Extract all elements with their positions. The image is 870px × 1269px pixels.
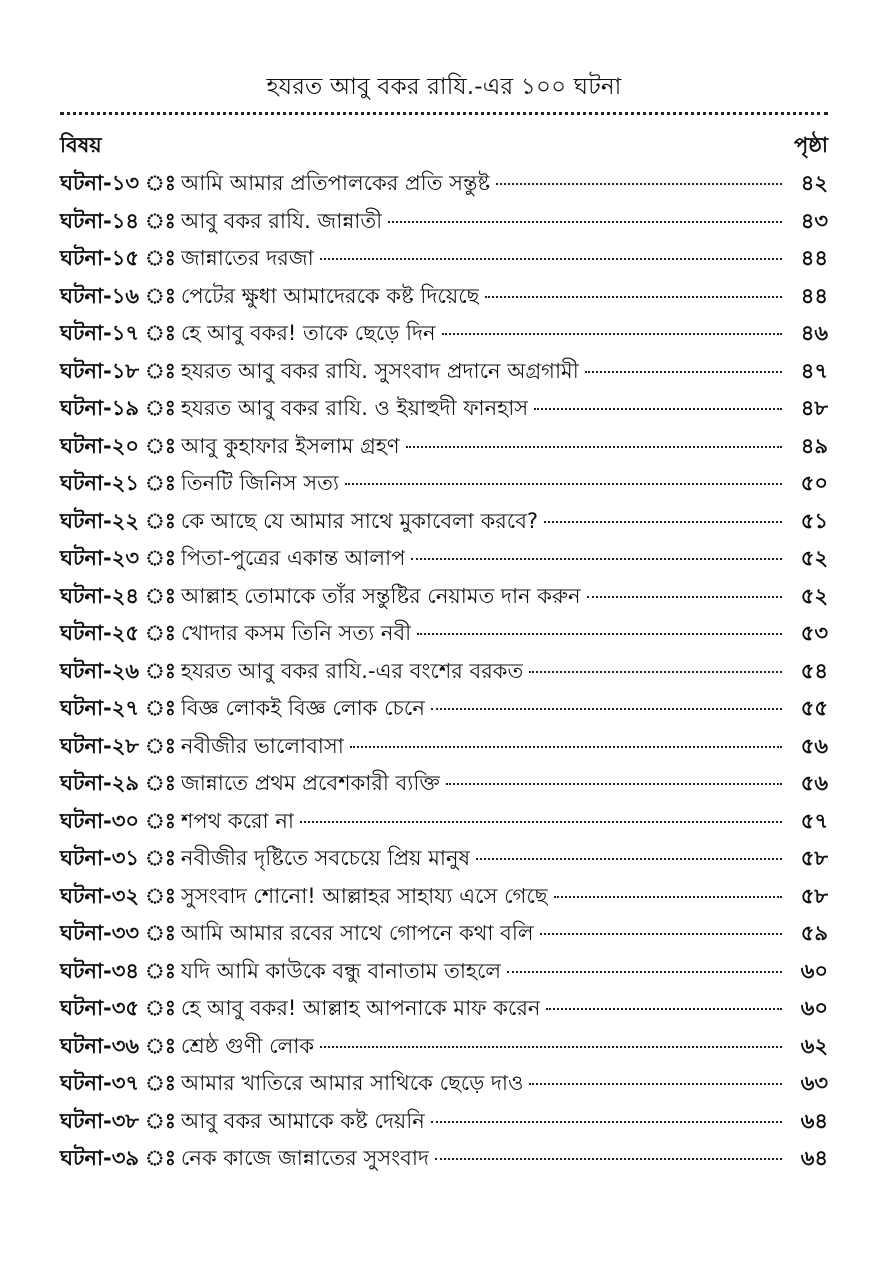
entry-title: নেক কাজে জান্নাতের সুসংবাদ [180, 1146, 429, 1170]
entry-page-number: ৪৭ [800, 358, 828, 383]
toc-list [60, 165, 828, 1178]
toc-entry [60, 1103, 828, 1141]
entry-title: জান্নাতের দরজা [180, 246, 314, 270]
dot-leader [320, 1046, 782, 1048]
entry-page-number: ৫৬ [800, 771, 828, 795]
entry-separator: ঃ [145, 771, 176, 795]
entry-page-number: ৫৩ [800, 621, 828, 645]
dot-leader [442, 333, 782, 335]
entry-title: নবীজীর দৃষ্টিতে সবচেয়ে প্রিয় মানুষ [180, 846, 471, 870]
dot-leader [485, 296, 782, 298]
entry-title: যদি আমি কাউকে বন্ধু বানাতাম তাহলে [180, 958, 502, 983]
entry-title: আবু বকর রাযি. জান্নাতী [180, 208, 383, 233]
dot-leader [476, 858, 782, 860]
entry-page-number: ৫৭ [800, 808, 828, 833]
entry-page-number: ৪৪ [800, 283, 828, 308]
toc-entry [60, 840, 828, 878]
entry-label: ঘটনা-২২ [60, 508, 140, 533]
entry-label: ঘটনা-২৯ [60, 771, 140, 795]
entry-label: ঘটনা-৩৯ [60, 1146, 140, 1170]
entry-label: ঘটনা-২৫ [60, 621, 140, 645]
toc-entry [60, 165, 828, 203]
toc-entry [60, 615, 828, 653]
entry-label: ঘটনা-৩৬ [60, 1033, 140, 1058]
entry-page-number: ৪৪ [800, 246, 828, 270]
entry-label: ঘটনা-১৫ [60, 246, 140, 270]
entry-separator: ঃ [145, 958, 176, 983]
toc-entry [60, 353, 828, 391]
column-header-page: পৃষ্ঠা [793, 133, 828, 157]
entry-label: ঘটনা-১৬ [60, 283, 140, 308]
toc-entry [60, 690, 828, 728]
dot-leader [540, 933, 783, 935]
entry-page-number: ৫৮ [800, 883, 828, 908]
toc-entry [60, 765, 828, 803]
toc-entry [60, 428, 828, 466]
entry-label: ঘটনা-১৭ [60, 321, 140, 345]
entry-separator: ঃ [145, 1108, 176, 1133]
entry-label: ঘটনা-২৩ [60, 546, 140, 570]
toc-entry [60, 990, 828, 1028]
toc-entry [60, 803, 828, 841]
toc-entry [60, 728, 828, 766]
toc-entry [60, 578, 828, 616]
entry-separator: ঃ [145, 246, 176, 270]
entry-label: ঘটনা-১৮ [60, 358, 140, 383]
entry-label: ঘটনা-১৯ [60, 396, 140, 420]
toc-entry [60, 1140, 828, 1178]
dot-leader [411, 558, 782, 560]
toc-entry [60, 1028, 828, 1066]
entry-separator: ঃ [145, 546, 176, 570]
dot-leader [320, 258, 782, 260]
entry-title: সুসংবাদ শোনো! আল্লাহর সাহায্য এসে গেছে [180, 883, 548, 908]
entry-separator: ঃ [145, 1146, 176, 1170]
column-header-subject: বিষয় [60, 133, 102, 157]
entry-title: হে আবু বকর! আল্লাহ আপনাকে মাফ করেন [180, 996, 541, 1020]
entry-title: নবীজীর ভালোবাসা [180, 733, 344, 758]
entry-title: পেটের ক্ষুধা আমাদেরকে কষ্ট দিয়েছে [180, 283, 480, 308]
toc-entry [60, 503, 828, 541]
entry-label: ঘটনা-৩৩ [60, 921, 140, 945]
toc-entry [60, 203, 828, 241]
entry-title: পিতা-পুত্রের একান্ত আলাপ [180, 546, 406, 570]
entry-page-number: ৫০ [800, 471, 828, 495]
entry-separator: ঃ [145, 921, 176, 945]
entry-separator: ঃ [145, 1033, 176, 1058]
entry-page-number: ৬০ [800, 996, 828, 1020]
entry-separator: ঃ [145, 621, 176, 645]
entry-label: ঘটনা-২৮ [60, 733, 140, 758]
dot-leader [406, 446, 782, 448]
dot-leader [345, 483, 782, 485]
entry-title: আবু কুহাফার ইসলাম গ্রহণ [180, 433, 400, 458]
entry-page-number: ৪৬ [800, 321, 828, 345]
toc-entry [60, 278, 828, 316]
entry-page-number: ৬২ [800, 1033, 828, 1058]
entry-title: হযরত আবু বকর রাযি.-এর বংশের বরকত [180, 658, 524, 683]
entry-label: ঘটনা-২১ [60, 471, 140, 495]
entry-separator: ঃ [145, 846, 176, 870]
dot-leader [431, 1121, 782, 1123]
entry-separator: ঃ [145, 471, 176, 495]
dot-leader [529, 671, 782, 673]
entry-label: ঘটনা-২০ [60, 433, 140, 458]
toc-entry [60, 240, 828, 278]
entry-separator: ঃ [145, 808, 176, 833]
entry-page-number: ৬৩ [800, 1071, 828, 1095]
entry-page-number: ৪২ [800, 171, 828, 195]
entry-separator: ঃ [145, 433, 176, 458]
entry-title: জান্নাতে প্রথম প্রবেশকারী ব্যক্তি [180, 771, 440, 795]
entry-separator: ঃ [145, 883, 176, 908]
entry-title: আমি আমার রবের সাথে গোপনে কথা বলি [180, 921, 534, 945]
dot-leader [587, 596, 782, 598]
entry-label: ঘটনা-৩২ [60, 883, 140, 908]
entry-page-number: ৫২ [800, 546, 828, 570]
dot-leader [546, 1008, 782, 1010]
toc-entry [60, 1065, 828, 1103]
entry-title: আবু বকর আমাকে কষ্ট দেয়নি [180, 1108, 425, 1133]
entry-page-number: ৫৯ [800, 921, 828, 945]
entry-title: হযরত আবু বকর রাযি. ও ইয়াহুদী ফানহাস [180, 396, 529, 420]
dot-leader [388, 221, 782, 223]
entry-page-number: ৪৯ [800, 433, 828, 458]
entry-title: কে আছে যে আমার সাথে মুকাবেলা করবে? [180, 508, 539, 533]
dot-leader [350, 746, 782, 748]
entry-page-number: ৪৩ [800, 208, 828, 233]
entry-separator: ঃ [145, 658, 176, 683]
dot-leader [496, 183, 782, 185]
entry-separator: ঃ [145, 396, 176, 420]
entry-page-number: ৫৪ [800, 658, 828, 683]
entry-label: ঘটনা-১৪ [60, 208, 140, 233]
entry-label: ঘটনা-৩৫ [60, 996, 140, 1020]
dot-leader [435, 1158, 782, 1160]
entry-page-number: ৫২ [800, 583, 828, 608]
dot-leader [534, 408, 782, 410]
entry-title: হযরত আবু বকর রাযি. সুসংবাদ প্রদানে অগ্রগামী [180, 358, 579, 383]
entry-page-number: ৫১ [800, 508, 828, 533]
entry-separator: ঃ [145, 696, 176, 720]
header-dotted-rule [60, 112, 828, 115]
toc-entry [60, 315, 828, 353]
entry-title: বিজ্ঞ লোকই বিজ্ঞ লোক চেনে [180, 696, 425, 720]
dot-leader [507, 971, 782, 973]
entry-page-number: ৬৪ [800, 1146, 828, 1170]
entry-page-number: ৫৬ [800, 733, 828, 758]
entry-label: ঘটনা-২৪ [60, 583, 140, 608]
dot-leader [554, 896, 782, 898]
dot-leader [446, 783, 782, 785]
column-headers [60, 125, 828, 165]
entry-label: ঘটনা-১৩ [60, 171, 140, 195]
entry-separator: ঃ [145, 208, 176, 233]
dot-leader [417, 633, 782, 635]
entry-label: ঘটনা-৩১ [60, 846, 140, 870]
toc-entry [60, 915, 828, 953]
entry-page-number: ৬৪ [800, 1108, 828, 1133]
dot-leader [300, 821, 782, 823]
entry-label: ঘটনা-৩৮ [60, 1108, 140, 1133]
entry-title: আমি আমার প্রতিপালকের প্রতি সন্তুষ্ট [180, 171, 491, 195]
entry-separator: ঃ [145, 733, 176, 758]
dot-leader [585, 371, 782, 373]
entry-label: ঘটনা-৩৪ [60, 958, 140, 983]
entry-label: ঘটনা-৩০ [60, 808, 140, 833]
entry-separator: ঃ [145, 321, 176, 345]
entry-label: ঘটনা-২৬ [60, 658, 140, 683]
entry-page-number: ৫৫ [800, 696, 828, 720]
entry-separator: ঃ [145, 1071, 176, 1095]
dot-leader [544, 521, 782, 523]
toc-entry [60, 390, 828, 428]
entry-title: তিনটি জিনিস সত্য [180, 471, 339, 495]
toc-entry [60, 540, 828, 578]
entry-title: আমার খাতিরে আমার সাথিকে ছেড়ে দাও [180, 1071, 524, 1095]
entry-title: হে আবু বকর! তাকে ছেড়ে দিন [180, 321, 436, 345]
toc-entry [60, 953, 828, 991]
entry-separator: ঃ [145, 283, 176, 308]
entry-label: ঘটনা-২৭ [60, 696, 140, 720]
toc-entry [60, 465, 828, 503]
entry-page-number: ৬০ [800, 958, 828, 983]
toc-entry [60, 878, 828, 916]
entry-page-number: ৪৮ [800, 396, 828, 420]
toc-entry [60, 653, 828, 691]
entry-separator: ঃ [145, 171, 176, 195]
dot-leader [431, 708, 782, 710]
entry-title: শ্রেষ্ঠ গুণী লোক [180, 1033, 315, 1058]
entry-separator: ঃ [145, 583, 176, 608]
entry-title: শপথ করো না [180, 808, 294, 833]
entry-page-number: ৫৮ [800, 846, 828, 870]
entry-separator: ঃ [145, 508, 176, 533]
dot-leader [529, 1083, 782, 1085]
entry-separator: ঃ [145, 358, 176, 383]
entry-separator: ঃ [145, 996, 176, 1020]
entry-label: ঘটনা-৩৭ [60, 1071, 140, 1095]
entry-title: খোদার কসম তিনি সত্য নবী [180, 621, 412, 645]
entry-title: আল্লাহ তোমাকে তাঁর সন্তুষ্টির নেয়ামত দান করুন [180, 583, 581, 608]
running-head: হযরত আবু বকর রাযি.-এর ১০০ ঘটনা [266, 74, 622, 100]
